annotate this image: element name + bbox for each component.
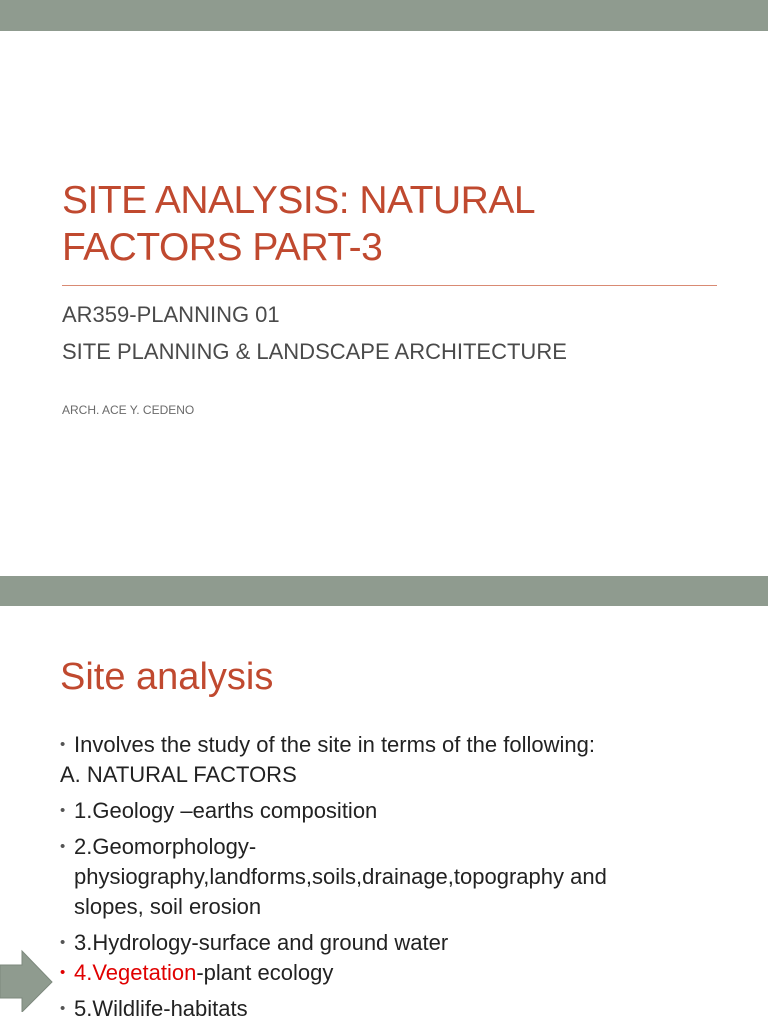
top-band	[0, 0, 768, 31]
vegetation-highlight: 4.Vegetation	[74, 960, 197, 985]
slide-title-line1: SITE ANALYSIS: NATURAL	[62, 179, 536, 222]
bullet-hydrology: • 3.Hydrology-surface and ground water	[60, 928, 720, 958]
geomorphology-line1: • 2.Geomorphology-	[74, 834, 257, 859]
title-slide	[0, 31, 768, 576]
section-heading: A. NATURAL FACTORS	[60, 762, 297, 787]
slide-title-line2: FACTORS PART-3	[62, 226, 383, 269]
content-body	[60, 730, 720, 1024]
bullet-intro: • Involves the study of the site in terms of the following:	[60, 730, 720, 760]
author-name: ARCH. ACE Y. CEDENO	[62, 403, 195, 417]
course-name: SITE PLANNING & LANDSCAPE ARCHITECTURE	[62, 339, 567, 364]
geomorphology-line3: slopes, soil erosion	[74, 894, 262, 919]
geomorphology-line2: physiography,landforms,soils,drainage,topography and	[74, 864, 607, 889]
course-code: AR359-PLANNING 01	[62, 302, 280, 327]
content-slide	[0, 606, 768, 1024]
bullet-geomorphology	[60, 832, 720, 862]
bullet-vegetation	[60, 958, 720, 988]
vegetation-rest: -plant ecology	[196, 960, 334, 985]
slide-separator-band	[0, 576, 768, 606]
content-slide-title: Site analysis	[60, 656, 274, 698]
bullet-wildlife: • 5.Wildlife-habitats	[60, 994, 720, 1024]
bullet-geology: • 1.Geology –earths composition	[60, 796, 720, 826]
title-divider	[62, 285, 717, 286]
right-arrow-icon	[0, 948, 64, 1012]
slide-title	[62, 177, 702, 271]
